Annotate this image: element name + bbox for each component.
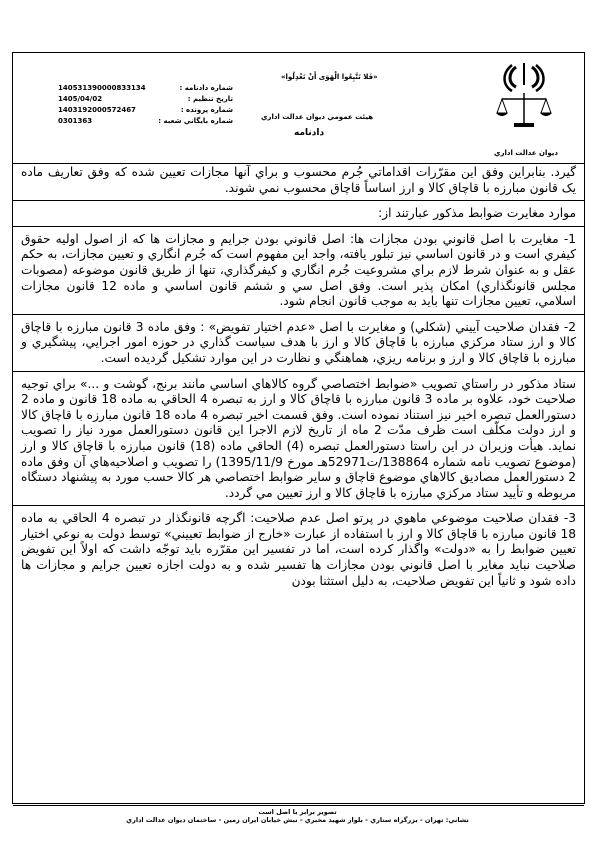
header-verse: «فَلا تَتَّبِعُوا الْهَوَى أَنْ تَعْدِلُوا» (281, 73, 378, 81)
document-header (13, 53, 584, 163)
paragraph: 3- فقدان صلاحيت موضوعي ماهوي در پرتو اصل عدم صلاحيت: اگرچه قانونگذار در تبصره 4 الحاقي به ماده 18 قانون مبارزه با قاچاق كالا و ارز با استفاده از عبارت «خارج از ضوابط تعييني» توسط دولت به نوعي اختيار تعيين ضوابط را به «دولت» واگذار كرده است، اما در تفسير اين مقرّره بايد توجّه داشت كه اولاً اين تفويض صلاحيت نبايد مغاير با اصل قانوني بودن مجازات ها تفسير شده و به دولت اجازه تعيين جرايم و مجازات ها داده شود و ثانياً اين تفويض صلاحيت، به دليل استثنا بودن (21, 511, 576, 588)
meta-label: شماره بايگاني شعبه : (158, 117, 233, 125)
meta-row-case-number (58, 105, 233, 116)
meta-value: 140531390000833134 (58, 84, 146, 92)
document-title: دادنامه (294, 128, 325, 138)
header-divider (13, 163, 584, 164)
paragraph: ستاد مذكور در راستاي تصويب «ضوابط اختصاصي گروه كالاهاي اساسي مانند برنج، گوشت و ...» براي توجيه صلاحيت خود، علاوه بر ماده 3 قانون مبارزه با قاچاق كالا و ارز به تبصره 4 الحاقي به ماده 18 قانون و ماده 2 دستورالعمل تبصره اخير نيز استناد نموده است. وفق قسمت اخير تبصره 4 ماده 18 قانون مبارزه با قاچاق كالا و ارز دولت مكلّف است ظرف مدّت 2 ماه از تاريخ لازم الاجرا اين قانون دستورالعمل مورد نياز را تصويب نمايد. هيأت وزيران در اين راستا دستورالعمل تبصره (4) الحاقي ماده (18) قانون مبارزه با قاچاق كالا و ارز (موضوع تصويب نامه شماره 138864/ت52971هـ مورخ 1395/11/9) را تصويب و اصلاحيه‌هاي آن وفق ماده 2 دستورالعمل مصاديق كالاهاي موضوع قاچاق و ساير ضوابط اختصاصي هر كالا حسب مورد به پيشنهاد دستگاه مربوطه و تأييد ستاد مركزي مبارزه با قاچاق كالا و ارز تعيين مي گردد. (21, 376, 576, 500)
certification-note: تصوير برابر با اصل است (258, 808, 337, 816)
meta-row-issue-date (58, 94, 233, 105)
emblem-caption: ديوان عدالت اداري (494, 149, 558, 157)
meta-row-archive-number (58, 116, 233, 127)
divider (13, 314, 584, 315)
document-metadata (58, 83, 233, 127)
divider (13, 505, 584, 506)
page-footer (0, 806, 595, 824)
address-line: نشاني: تهران - بزرگراه ستاري - بلوار شهيد مخبري - نبش خيابان ايران زمين - ساختمان ديوان عدالت اداري (126, 816, 469, 824)
meta-value: 1405/04/02 (58, 95, 103, 103)
iran-emblem-scales-icon (494, 61, 554, 131)
divider (13, 371, 584, 372)
meta-value: 1403192000572467 (58, 106, 136, 114)
paragraph: گيرد. بنابراين وفق اين مقرّرات اقداماتي جُرم محسوب و براي آنها مجازات تعيين شده كه وفق تعاريف ماده يک قانون مبارزه با قاچاق كالا و ارز اساساً قاچاق محسوب نمي شوند. (21, 165, 576, 195)
meta-value: 0301363 (58, 117, 93, 125)
meta-label: شماره پرونده : (180, 106, 233, 114)
divider (13, 200, 584, 201)
paragraph: 2- فقدان صلاحيت آييني (شكلي) و مغايرت با اصل «عدم اختيار تفويض» : وفق ماده 3 قانون مبارزه با قاچاق كالا و ارز ستاد مركزي مبارزه با قاچاق كالا و ارز با هدف سياست گذاري در حوزه امور اجرايي، پيشگيري و مبارزه با قاچاق كالا و ارز و برنامه ريزي، هماهنگي و نظارت در اين موارد تشكيل گرديده است. (21, 319, 576, 365)
document-frame (12, 52, 585, 804)
paragraph: 1- مغايرت با اصل قانوني بودن مجازات ها: اصل قانوني بودن جرايم و مجازات ها كه از اصول اوليه حقوق كيفري است و در قانون اساسي نيز تبلور يافته، واجد اين مفهوم است كه جُرم انگاري و تعيين مجازات، به حكم عقل و به عنوان شرط لازم براي مشروعيت جُرم انگاري و كيفرگذاري، تنها از طريق قانون موضوعه (مصوبات مجلس قانونگذاري) امكان پذير است. وفق اصل سي و ششم قانون اساسي و ماده 12 قانون مجازات اسلامي، تعيين مجازات تنها بايد به موجب قانون انجام شود. (21, 231, 577, 309)
divider (13, 226, 584, 227)
organization-name: هيئت عمومي ديوان عدالت اداري (261, 113, 374, 121)
paragraph: موارد مغايرت ضوابط مذكور عبارتند از: (378, 206, 576, 221)
meta-label: شماره دادنامه : (179, 84, 233, 92)
meta-label: تاريخ تنظيم : (187, 95, 233, 103)
document-body (13, 165, 584, 589)
meta-row-verdict-number (58, 83, 233, 94)
